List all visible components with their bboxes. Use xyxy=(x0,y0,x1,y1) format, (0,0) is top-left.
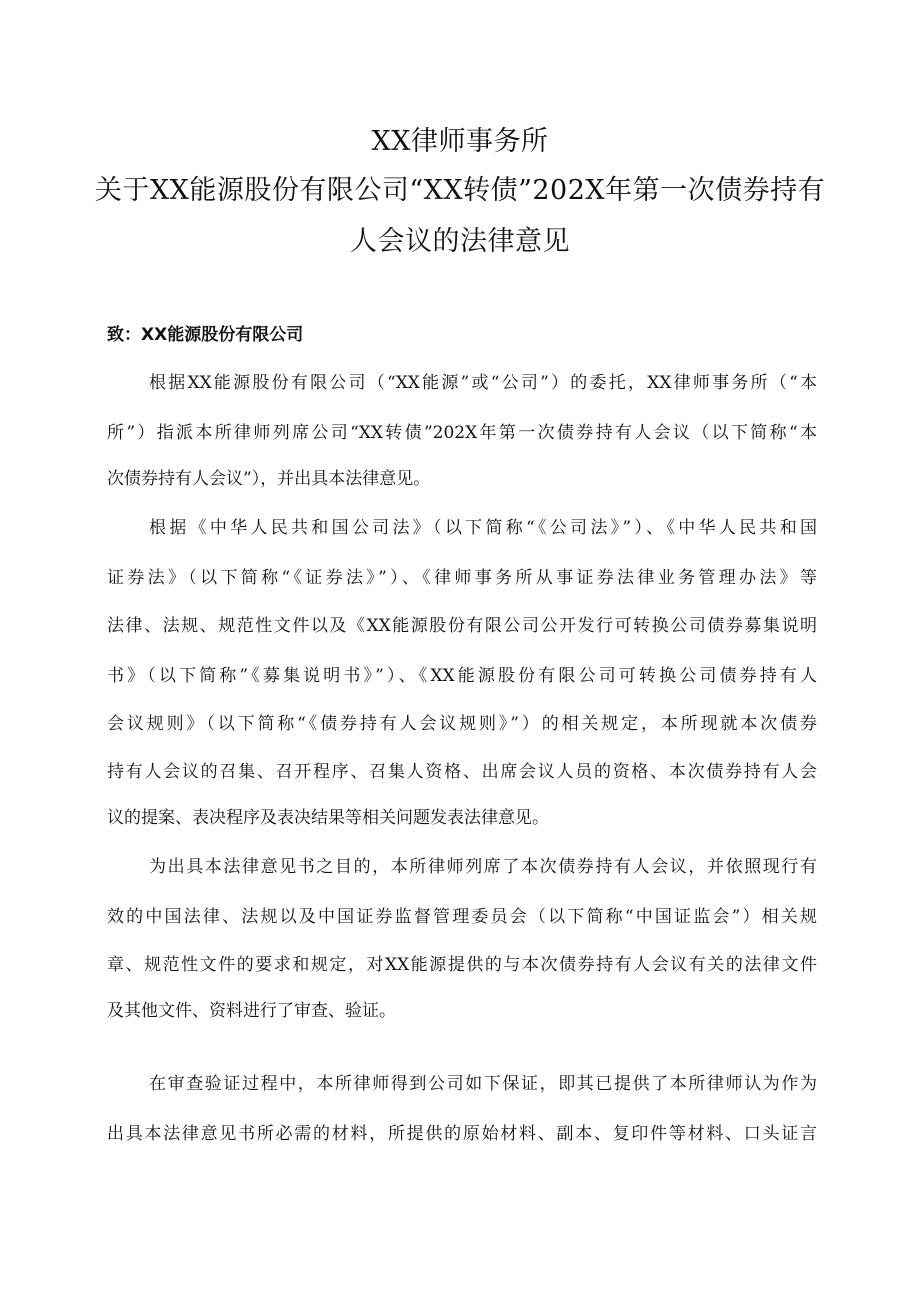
addressee: 致：XX能源股份有限公司 xyxy=(107,325,304,345)
title-law-firm: XX律师事务所 xyxy=(371,126,549,157)
paragraph-line: 根据XX能源股份有限公司（“XX能源”或“公司”）的委托，XX律师事务所（“本 xyxy=(149,373,817,393)
title-subject-line-2: 人会议的法律意见 xyxy=(350,226,570,257)
paragraph-line: 在审查验证过程中，本所律师得到公司如下保证，即其已提供了本所律师认为作为 xyxy=(149,1074,817,1094)
paragraph-line: 出具本法律意见书所必需的材料，所提供的原始材料、副本、复印件等材料、口头证言 xyxy=(107,1124,817,1144)
paragraph-line: 章、规范性文件的要求和规定，对XX能源提供的与本次债券持有人会议有关的法律文件 xyxy=(107,955,817,975)
paragraph-line: 及其他文件、资料进行了审查、验证。 xyxy=(107,1001,396,1021)
paragraph-line: 效的中国法律、法规以及中国证券监督管理委员会（以下简称“中国证监会”）相关规 xyxy=(107,907,817,927)
paragraph-line: 书》（以下简称”《募集说明书》”）、《XX能源股份有限公司可转换公司债券持有人 xyxy=(107,666,817,686)
paragraph-line: 证券法》（以下简称“《证券法》”）、《律师事务所从事证券法律业务管理办法》等 xyxy=(107,568,817,588)
paragraph-line: 议的提案、表决程序及表决结果等相关问题发表法律意见。 xyxy=(107,808,549,828)
paragraph-line: 次债券持有人会议”），并出具本法律意见。 xyxy=(107,469,431,489)
paragraph-line: 根据《中华人民共和国公司法》（以下简称“《公司法》”）、《中华人民共和国 xyxy=(149,518,817,538)
paragraph-line: 会议规则》（以下简称“《债券持有人会议规则》”）的相关规定，本所现就本次债券 xyxy=(107,714,817,734)
title-subject-line-1: 关于XX能源股份有限公司“XX转债”202X年第一次债券持有 xyxy=(94,175,826,206)
paragraph-line: 持有人会议的召集、召开程序、召集人资格、出席会议人员的资格、本次债券持有人会 xyxy=(107,762,817,782)
paragraph-line: 所”）指派本所律师列席公司“XX转债”202X年第一次债券持有人会议（以下简称“本 xyxy=(107,423,817,443)
paragraph-line: 法律、法规、规范性文件以及《XX能源股份有限公司公开发行可转换公司债券募集说明 xyxy=(107,616,817,636)
paragraph-line: 为出具本法律意见书之目的，本所律师列席了本次债券持有人会议，并依照现行有 xyxy=(149,857,817,877)
